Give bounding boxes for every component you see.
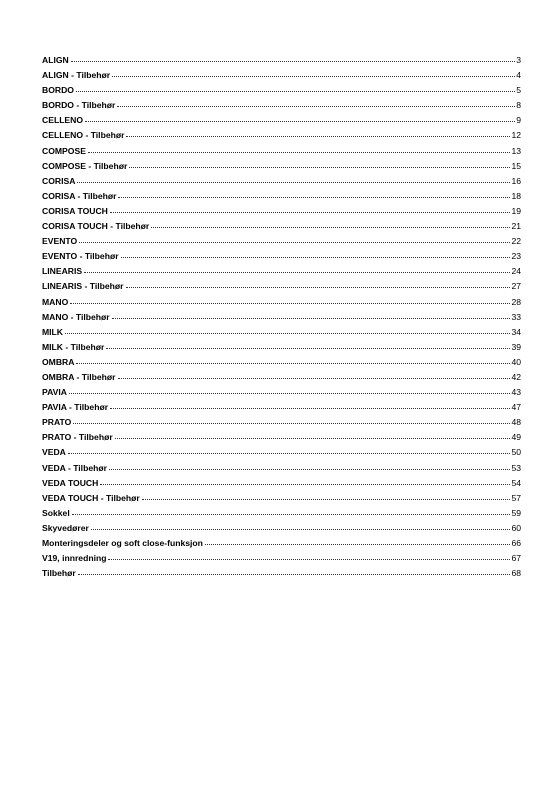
dot-leader — [91, 529, 511, 530]
toc-entry[interactable] — [42, 189, 521, 204]
toc-entry-page-number[interactable]: 39 — [511, 341, 521, 352]
toc-entry[interactable] — [42, 536, 521, 551]
toc-entry-page-number[interactable]: 3 — [516, 55, 521, 65]
toc-entry[interactable] — [42, 53, 521, 68]
toc-entry-title[interactable]: VEDA TOUCH - Tilbehør — [42, 492, 140, 503]
toc-entry-title[interactable]: Tilbehør — [42, 568, 76, 579]
toc-entry-page-number[interactable]: 8 — [516, 100, 521, 111]
toc-entry-page-number[interactable]: 42 — [511, 371, 521, 382]
toc-entry[interactable] — [42, 204, 521, 219]
dot-leader — [79, 242, 510, 243]
dot-leader — [110, 212, 511, 213]
toc-entry-title[interactable]: EVENTO — [42, 236, 78, 247]
dot-leader — [70, 303, 510, 304]
toc-entry-page-number[interactable]: 16 — [511, 175, 521, 186]
toc-entry-page-number[interactable]: 5 — [516, 85, 521, 96]
toc-entry-page-number[interactable]: 19 — [511, 205, 521, 216]
dot-leader — [110, 408, 510, 409]
toc-entry[interactable] — [42, 400, 521, 415]
toc-entry-page-number[interactable]: 43 — [511, 387, 521, 398]
toc-entry[interactable] — [42, 430, 521, 445]
toc-entry-title[interactable]: ALIGN — [42, 55, 69, 65]
toc-entry-title[interactable]: MANO - Tilbehør — [42, 311, 110, 322]
toc-entry-title[interactable]: CORISA — [42, 175, 76, 186]
toc-entry-page-number[interactable]: 33 — [511, 311, 521, 322]
dot-leader — [106, 348, 510, 349]
dot-leader — [73, 423, 510, 424]
toc-entry[interactable] — [42, 340, 521, 355]
toc-entry-title[interactable]: ALIGN - Tilbehør — [42, 70, 111, 81]
dot-leader — [126, 287, 511, 288]
dot-leader — [88, 152, 511, 153]
toc-entry[interactable] — [42, 491, 521, 506]
toc-entry[interactable] — [42, 506, 521, 521]
dot-leader — [118, 378, 511, 379]
toc-entry[interactable] — [42, 113, 521, 128]
dot-leader — [69, 393, 510, 394]
toc-entry-title[interactable]: MILK — [42, 326, 64, 337]
toc-entry-page-number[interactable]: 53 — [511, 462, 521, 473]
toc-entry-page-number[interactable]: 54 — [511, 477, 521, 488]
dot-leader — [115, 438, 511, 439]
dot-leader — [85, 121, 515, 122]
dot-leader — [109, 469, 511, 470]
dot-leader — [126, 136, 510, 137]
toc-entry-page-number[interactable]: 27 — [511, 281, 521, 292]
toc-entry-page-number[interactable]: 66 — [511, 538, 521, 548]
toc-entry-title[interactable]: CELLENO - Tilbehør — [42, 130, 125, 141]
dot-leader — [142, 499, 511, 500]
toc-entry[interactable] — [42, 415, 521, 430]
toc-entry-page-number[interactable]: 49 — [511, 432, 521, 443]
toc-entry-title[interactable]: Skyvedører — [42, 522, 89, 533]
toc-entry-page-number[interactable]: 68 — [511, 568, 521, 579]
toc-entry-title[interactable]: VEDA — [42, 447, 66, 458]
toc-entry-page-number[interactable]: 15 — [511, 160, 521, 171]
toc-entry[interactable] — [42, 385, 521, 400]
toc-entry[interactable] — [42, 174, 521, 189]
toc-entry-title[interactable]: CORISA TOUCH — [42, 205, 108, 216]
toc-entry-page-number[interactable]: 9 — [516, 115, 521, 126]
toc-entry-title[interactable]: LINEARIS - Tilbehør — [42, 281, 124, 292]
toc-entry-title[interactable]: VEDA TOUCH — [42, 477, 99, 488]
toc-entry-page-number[interactable]: 21 — [511, 221, 521, 232]
toc-entry-title[interactable]: V19, innredning — [42, 553, 107, 564]
toc-entry-page-number[interactable]: 57 — [511, 492, 521, 503]
toc-entry[interactable] — [42, 551, 521, 566]
toc-entry[interactable] — [42, 279, 521, 294]
toc-entry[interactable] — [42, 98, 521, 113]
dot-leader — [205, 544, 511, 545]
toc-entry[interactable] — [42, 144, 521, 159]
toc-entry[interactable] — [42, 461, 521, 476]
toc-entry-title[interactable]: OMBRA - Tilbehør — [42, 371, 116, 382]
toc-entry-title[interactable]: Monteringsdeler og soft close-funksjon — [42, 538, 203, 548]
toc-entry-title[interactable]: OMBRA — [42, 356, 75, 367]
toc-entry-page-number[interactable]: 47 — [511, 402, 521, 413]
toc-entry-title[interactable]: COMPOSE - Tilbehør — [42, 160, 128, 171]
toc-entry-title[interactable]: MANO — [42, 296, 69, 307]
toc-entry-title[interactable]: BORDO - Tilbehør — [42, 100, 116, 111]
toc-entry[interactable] — [42, 445, 521, 460]
dot-leader — [71, 61, 515, 62]
toc-entry-title[interactable]: EVENTO - Tilbehør — [42, 251, 119, 262]
toc-entry-title[interactable]: PAVIA - Tilbehør — [42, 402, 109, 413]
toc-entry-page-number[interactable]: 60 — [511, 522, 521, 533]
toc-entry-title[interactable]: MILK - Tilbehør — [42, 341, 105, 352]
dot-leader — [68, 453, 511, 454]
toc-entry[interactable] — [42, 325, 521, 340]
toc-entry[interactable] — [42, 249, 521, 264]
dot-leader — [118, 197, 510, 198]
toc-entry-page-number[interactable]: 28 — [511, 296, 521, 307]
toc-entry-page-number[interactable]: 34 — [511, 326, 521, 337]
dot-leader — [108, 559, 510, 560]
dot-leader — [151, 227, 510, 228]
toc-entry-title[interactable]: COMPOSE — [42, 145, 86, 156]
toc-entry[interactable] — [42, 128, 521, 143]
toc-entry-title[interactable]: CELLENO — [42, 115, 84, 126]
dot-leader — [78, 574, 511, 575]
dot-leader — [112, 76, 515, 77]
dot-leader — [76, 91, 515, 92]
toc-entry[interactable] — [42, 264, 521, 279]
dot-leader — [100, 484, 510, 485]
toc-entry[interactable] — [42, 159, 521, 174]
toc-entry-title[interactable]: Sokkel — [42, 507, 70, 518]
toc-entry-page-number[interactable]: 23 — [511, 251, 521, 262]
toc-entry-page-number[interactable]: 48 — [511, 417, 521, 428]
dot-leader — [129, 167, 510, 168]
toc-entry[interactable] — [42, 234, 521, 249]
toc-entry-page-number[interactable]: 13 — [511, 145, 521, 156]
toc-entry-page-number[interactable]: 24 — [511, 266, 521, 277]
toc-entry-page-number[interactable]: 67 — [511, 553, 521, 564]
dot-leader — [84, 272, 510, 273]
dot-leader — [76, 363, 510, 364]
toc-entry[interactable] — [42, 521, 521, 536]
toc-entry-page-number[interactable]: 4 — [516, 70, 521, 81]
toc-entry-page-number[interactable]: 22 — [511, 236, 521, 247]
dot-leader — [121, 257, 511, 258]
toc-entry-page-number[interactable]: 12 — [511, 130, 521, 141]
table-of-contents — [42, 53, 521, 581]
toc-entry-title[interactable]: CORISA - Tilbehør — [42, 190, 117, 201]
toc-entry[interactable] — [42, 355, 521, 370]
toc-entry-title[interactable]: VEDA - Tilbehør — [42, 462, 107, 473]
toc-entry-title[interactable]: PAVIA — [42, 387, 67, 398]
toc-entry-title[interactable]: BORDO — [42, 85, 74, 96]
dot-leader — [72, 514, 511, 515]
toc-entry[interactable] — [42, 68, 521, 83]
dot-leader — [77, 182, 510, 183]
toc-entry-title[interactable]: PRATO - Tilbehør — [42, 432, 113, 443]
toc-entry-title[interactable]: PRATO — [42, 417, 72, 428]
toc-entry[interactable] — [42, 83, 521, 98]
dot-leader — [65, 333, 510, 334]
toc-entry[interactable] — [42, 295, 521, 310]
toc-entry[interactable] — [42, 310, 521, 325]
toc-entry-page-number[interactable]: 18 — [511, 190, 521, 201]
toc-entry[interactable] — [42, 476, 521, 491]
toc-entry[interactable] — [42, 370, 521, 385]
dot-leader — [112, 318, 511, 319]
toc-entry-title[interactable]: CORISA TOUCH - Tilbehør — [42, 221, 150, 232]
toc-entry-page-number[interactable]: 59 — [511, 507, 521, 518]
toc-entry-title[interactable]: LINEARIS — [42, 266, 83, 277]
toc-entry[interactable] — [42, 566, 521, 581]
dot-leader — [117, 106, 515, 107]
toc-entry-page-number[interactable]: 50 — [511, 447, 521, 458]
toc-entry[interactable] — [42, 219, 521, 234]
toc-entry-page-number[interactable]: 40 — [511, 356, 521, 367]
